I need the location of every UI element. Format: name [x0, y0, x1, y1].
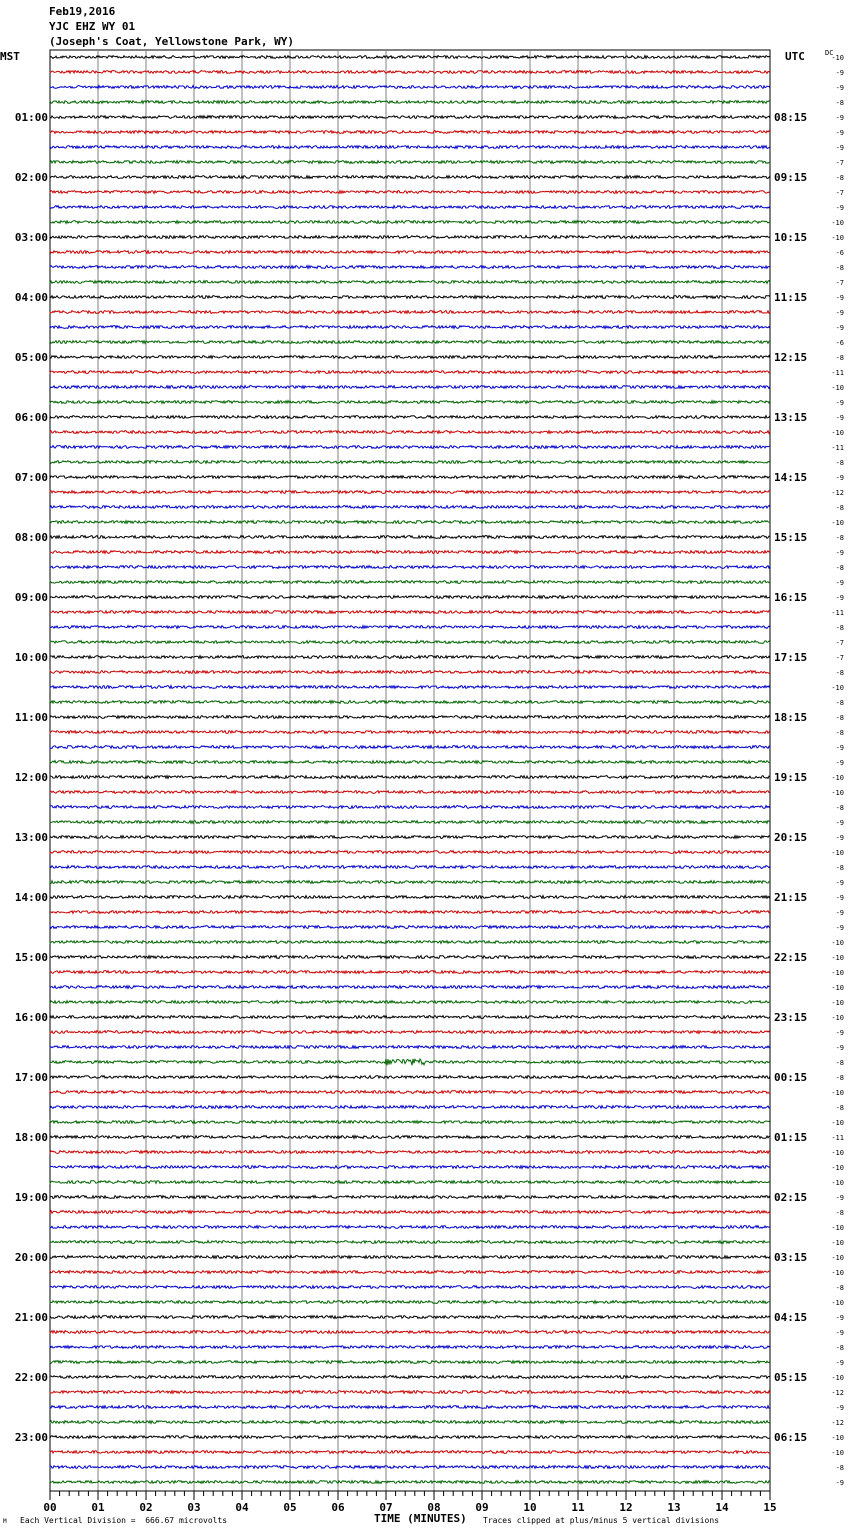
dc-offset-label: -9: [835, 1404, 844, 1412]
trace-row: [50, 1151, 770, 1154]
mst-hour-label: 04:00: [14, 291, 48, 304]
x-axis-title: TIME (MINUTES): [374, 1512, 467, 1525]
dc-offset-label: -9: [835, 114, 844, 122]
utc-hour-label: 17:15: [774, 651, 808, 664]
trace-row: [50, 251, 770, 254]
trace-row: [50, 581, 770, 584]
dc-offset-label: -8: [835, 504, 844, 512]
mst-hour-label: 10:00: [14, 651, 48, 664]
trace-row: [50, 1076, 770, 1079]
trace-row: [50, 701, 770, 704]
dc-offset-label: -10: [831, 954, 844, 962]
trace-row: [50, 926, 770, 929]
trace-row: [50, 281, 770, 284]
footer-clip: Traces clipped at plus/minus 5 vertical divisions: [483, 1516, 720, 1525]
mst-hour-label: 01:00: [14, 111, 48, 124]
trace-row: [50, 611, 770, 614]
trace-row: [50, 761, 770, 764]
utc-hour-label: 06:15: [774, 1431, 808, 1444]
dc-offset-label: -8: [835, 669, 844, 677]
dc-offset-label: -9: [835, 399, 844, 407]
mst-hour-label: 22:00: [14, 1371, 48, 1384]
mst-hour-label: 14:00: [14, 891, 48, 904]
dc-offset-label: -9: [835, 84, 844, 92]
dc-offset-label: -11: [831, 609, 844, 617]
plot-frame: [50, 50, 770, 1491]
trace-row: [50, 1256, 770, 1259]
trace-row: [50, 1271, 770, 1274]
trace-row: [50, 596, 770, 599]
trace-row: [50, 1481, 770, 1484]
header-date: Feb19,2016: [49, 5, 116, 18]
dc-offset-label: -8: [835, 1344, 844, 1352]
trace-row: [50, 1286, 770, 1289]
utc-hour-label: 21:15: [774, 891, 808, 904]
trace-row: [50, 131, 770, 134]
mst-hour-label: 11:00: [14, 711, 48, 724]
dc-offset-label: -10: [831, 1239, 844, 1247]
trace-row: [50, 461, 770, 464]
mst-hour-label: 18:00: [14, 1131, 48, 1144]
trace-row: [50, 1106, 770, 1109]
dc-offset-label: -9: [835, 1029, 844, 1037]
trace-row: [50, 86, 770, 89]
header-station: YJC EHZ WY 01: [49, 20, 136, 33]
mst-hour-label: 16:00: [14, 1011, 48, 1024]
mst-hour-label: 09:00: [14, 591, 48, 604]
dc-offset-label: -9: [835, 294, 844, 302]
utc-hour-label: 01:15: [774, 1131, 808, 1144]
utc-hour-label: 15:15: [774, 531, 808, 544]
trace-row: [50, 956, 770, 959]
dc-offset-label: -8: [835, 354, 844, 362]
utc-hour-label: 03:15: [774, 1251, 808, 1264]
dc-offset-label: -9: [835, 759, 844, 767]
dc-offset-label: -10: [831, 789, 844, 797]
dc-offset-label: -9: [835, 474, 844, 482]
dc-offset-label: -9: [835, 744, 844, 752]
utc-hour-label: 00:15: [774, 1071, 808, 1084]
dc-offset-label: -9: [835, 1479, 844, 1487]
trace-row: [50, 1346, 770, 1349]
trace-row: [50, 476, 770, 479]
dc-offset-label: -9: [835, 594, 844, 602]
x-tick-label: 11: [571, 1501, 585, 1514]
dc-offset-label: -10: [831, 1434, 844, 1442]
dc-offset-label: -9: [835, 309, 844, 317]
dc-offset-label: -9: [835, 129, 844, 137]
trace-row: [50, 1166, 770, 1169]
trace-row: [50, 266, 770, 269]
utc-label: UTC: [785, 50, 805, 63]
dc-offset-label: -9: [835, 1329, 844, 1337]
dc-offset-label: -10: [831, 1374, 844, 1382]
trace-row: [50, 1016, 770, 1019]
trace-row: [50, 1421, 770, 1424]
trace-row: [50, 941, 770, 944]
dc-offset-label: -6: [835, 339, 844, 347]
dc-offset-label: -10: [831, 684, 844, 692]
dc-offset-label: -9: [835, 1044, 844, 1052]
trace-row: [50, 371, 770, 374]
x-tick-label: 01: [91, 1501, 105, 1514]
trace-row: [50, 116, 770, 119]
dc-offset-label: -10: [831, 1269, 844, 1277]
dc-offset-label: -10: [831, 1164, 844, 1172]
dc-offset-label: -10: [831, 1014, 844, 1022]
mst-hour-label: 12:00: [14, 771, 48, 784]
dc-offset-label: -10: [831, 984, 844, 992]
trace-row: [50, 851, 770, 854]
x-tick-label: 05: [283, 1501, 297, 1514]
dc-offset-label: -10: [831, 1224, 844, 1232]
dc-offset-label: -8: [835, 459, 844, 467]
dc-offset-label: -9: [835, 909, 844, 917]
trace-row: [50, 1091, 770, 1094]
dc-offset-label: -10: [831, 1179, 844, 1187]
dc-offset-label: -10: [831, 1119, 844, 1127]
dc-offset-label: -7: [835, 654, 844, 662]
trace-row: [50, 176, 770, 179]
dc-offset-label: -10: [831, 939, 844, 947]
utc-hour-label: 16:15: [774, 591, 808, 604]
dc-offset-label: -10: [831, 999, 844, 1007]
trace-row: [50, 551, 770, 554]
x-tick-label: 02: [139, 1501, 153, 1514]
trace-row: [50, 566, 770, 569]
trace-row: [50, 671, 770, 674]
utc-hour-label: 11:15: [774, 291, 808, 304]
dc-offset-label: -8: [835, 1104, 844, 1112]
mst-hour-label: 23:00: [14, 1431, 48, 1444]
trace-row: [50, 1241, 770, 1244]
dc-offset-label: -7: [835, 639, 844, 647]
dc-offset-label: -9: [835, 549, 844, 557]
utc-hour-label: 04:15: [774, 1311, 808, 1324]
mst-hour-label: 03:00: [14, 231, 48, 244]
mst-hour-label: 08:00: [14, 531, 48, 544]
dc-offset-label: -9: [835, 204, 844, 212]
footer-mark: M: [3, 1518, 7, 1525]
trace-row: [50, 1331, 770, 1334]
utc-hour-label: 02:15: [774, 1191, 808, 1204]
x-tick-label: 13: [667, 1501, 681, 1514]
trace-row: [50, 1451, 770, 1454]
x-tick-label: 07: [379, 1501, 393, 1514]
mst-hour-label: 19:00: [14, 1191, 48, 1204]
trace-row: [50, 446, 770, 449]
trace-row: [50, 1181, 770, 1184]
trace-row: [50, 206, 770, 209]
mst-hour-label: 02:00: [14, 171, 48, 184]
trace-row: [50, 1001, 770, 1004]
mst-hour-label: 15:00: [14, 951, 48, 964]
trace-row: [50, 146, 770, 149]
trace-row: [50, 56, 770, 59]
x-tick-label: 09: [475, 1501, 489, 1514]
trace-row: [50, 791, 770, 794]
mst-hour-label: 17:00: [14, 1071, 48, 1084]
dc-offset-label: -8: [835, 174, 844, 182]
trace-row: [50, 1436, 770, 1439]
dc-offset-label: -9: [835, 834, 844, 842]
dc-offset-label: -7: [835, 159, 844, 167]
trace-row: [50, 731, 770, 734]
dc-offset-label: -10: [831, 1254, 844, 1262]
trace-row: [50, 191, 770, 194]
trace-row: [50, 836, 770, 839]
trace-row: [50, 971, 770, 974]
dc-offset-label: -11: [831, 369, 844, 377]
footer-scale: Each Vertical Division = 666.67 microvolts: [20, 1516, 228, 1525]
utc-hour-label: 09:15: [774, 171, 808, 184]
header-location: (Joseph's Coat, Yellowstone Park, WY): [49, 35, 295, 48]
dc-offset-label: -8: [835, 864, 844, 872]
trace-row: [50, 1211, 770, 1214]
dc-offset-label: -8: [835, 264, 844, 272]
dc-offset-label: -10: [831, 969, 844, 977]
dc-offset-label: -7: [835, 279, 844, 287]
trace-row: [50, 806, 770, 809]
utc-hour-label: 08:15: [774, 111, 808, 124]
utc-hour-label: 20:15: [774, 831, 808, 844]
x-tick-label: 03: [187, 1501, 201, 1514]
trace-row: [50, 1121, 770, 1124]
mst-hour-label: 07:00: [14, 471, 48, 484]
dc-offset-label: -8: [835, 534, 844, 542]
mst-hour-label: 13:00: [14, 831, 48, 844]
trace-row: [50, 386, 770, 389]
dc-offset-label: -10: [831, 1299, 844, 1307]
trace-row: [50, 1376, 770, 1379]
dc-offset-label: -10: [831, 1089, 844, 1097]
utc-hour-label: 10:15: [774, 231, 808, 244]
dc-offset-label: -9: [835, 69, 844, 77]
trace-row: [50, 71, 770, 74]
utc-hour-label: 14:15: [774, 471, 808, 484]
trace-row: [50, 431, 770, 434]
trace-row: [50, 641, 770, 644]
utc-hour-label: 23:15: [774, 1011, 808, 1024]
trace-row: [50, 311, 770, 314]
trace-row: [50, 821, 770, 824]
dc-offset-label: -9: [835, 1359, 844, 1367]
trace-row: [50, 326, 770, 329]
dc-offset-label: -7: [835, 189, 844, 197]
dc-offset-label: -10: [831, 774, 844, 782]
dc-offset-label: -8: [835, 564, 844, 572]
trace-row: [50, 236, 770, 239]
dc-offset-label: -10: [831, 219, 844, 227]
dc-offset-label: -6: [835, 249, 844, 257]
mst-hour-label: 20:00: [14, 1251, 48, 1264]
trace-row: [50, 1361, 770, 1364]
dc-offset-label: -9: [835, 144, 844, 152]
dc-offset-label: -10: [831, 234, 844, 242]
dc-offset-label: -8: [835, 1074, 844, 1082]
x-tick-label: 06: [331, 1501, 345, 1514]
trace-row: [50, 1316, 770, 1319]
x-tick-label: 00: [43, 1501, 57, 1514]
trace-row: [50, 1466, 770, 1469]
dc-offset-label: -9: [835, 414, 844, 422]
dc-offset-label: -9: [835, 894, 844, 902]
dc-offset-label: -12: [831, 489, 844, 497]
trace-row: [50, 776, 770, 779]
dc-offset-label: -10: [831, 519, 844, 527]
seismic-traces: [50, 56, 770, 1484]
mst-hour-label: 06:00: [14, 411, 48, 424]
trace-row: [50, 491, 770, 494]
trace-row: [50, 341, 770, 344]
x-tick-label: 15: [763, 1501, 777, 1514]
x-tick-label: 08: [427, 1501, 441, 1514]
dc-offset-label: -8: [835, 99, 844, 107]
trace-row: [50, 656, 770, 659]
utc-hour-label: 18:15: [774, 711, 808, 724]
dc-offset-label: -8: [835, 714, 844, 722]
dc-offset-label: -10: [831, 1449, 844, 1457]
trace-row: [50, 1046, 770, 1049]
dc-offset-label: -11: [831, 1134, 844, 1142]
dc-offset-label: -8: [835, 1059, 844, 1067]
dc-offset-label: -8: [835, 699, 844, 707]
trace-row: [50, 1196, 770, 1199]
utc-hour-label: 05:15: [774, 1371, 808, 1384]
trace-row: [50, 881, 770, 884]
trace-row: [50, 896, 770, 899]
dc-offset-label: -9: [835, 924, 844, 932]
dc-offset-label: -8: [835, 804, 844, 812]
trace-row: [50, 1301, 770, 1304]
x-tick-label: 10: [523, 1501, 537, 1514]
trace-row: [50, 161, 770, 164]
dc-offset-label: -10: [831, 384, 844, 392]
trace-row: [50, 1059, 770, 1066]
dc-label: DC: [825, 49, 834, 57]
dc-offset-label: -9: [835, 324, 844, 332]
dc-offset-label: -8: [835, 624, 844, 632]
x-axis: [43, 1491, 776, 1514]
dc-offset-label: -10: [831, 1149, 844, 1157]
dc-offset-label: -12: [831, 1389, 844, 1397]
utc-hour-label: 13:15: [774, 411, 808, 424]
trace-row: [50, 101, 770, 104]
dc-offset-label: -9: [835, 819, 844, 827]
dc-offset-label: -9: [835, 579, 844, 587]
trace-row: [50, 716, 770, 719]
dc-offset-label: -11: [831, 444, 844, 452]
dc-offset-label: -8: [835, 1209, 844, 1217]
trace-row: [50, 356, 770, 359]
trace-row: [50, 536, 770, 539]
dc-offset-label: -12: [831, 1419, 844, 1427]
trace-row: [50, 401, 770, 404]
trace-row: [50, 1226, 770, 1229]
trace-row: [50, 626, 770, 629]
mst-hour-label: 05:00: [14, 351, 48, 364]
mst-label: MST: [0, 50, 20, 63]
x-tick-label: 04: [235, 1501, 249, 1514]
trace-row: [50, 1406, 770, 1409]
x-tick-label: 14: [715, 1501, 729, 1514]
trace-row: [50, 506, 770, 509]
trace-row: [50, 221, 770, 224]
trace-row: [50, 296, 770, 299]
trace-row: [50, 1136, 770, 1139]
x-tick-label: 12: [619, 1501, 633, 1514]
mst-hour-label: 21:00: [14, 1311, 48, 1324]
trace-row: [50, 686, 770, 689]
dc-offset-label: -8: [835, 1464, 844, 1472]
utc-hour-label: 19:15: [774, 771, 808, 784]
trace-row: [50, 986, 770, 989]
dc-offset-label: -10: [831, 54, 844, 62]
dc-offset-label: -8: [835, 1284, 844, 1292]
dc-offset-label: -9: [835, 879, 844, 887]
utc-hour-label: 12:15: [774, 351, 808, 364]
trace-row: [50, 746, 770, 749]
trace-row: [50, 866, 770, 869]
dc-offset-label: -10: [831, 849, 844, 857]
trace-row: [50, 911, 770, 914]
trace-row: [50, 1031, 770, 1034]
dc-offset-label: -10: [831, 429, 844, 437]
trace-row: [50, 1391, 770, 1394]
utc-hour-label: 22:15: [774, 951, 808, 964]
dc-offset-label: -9: [835, 1314, 844, 1322]
dc-offset-label: -8: [835, 729, 844, 737]
trace-row: [50, 521, 770, 524]
trace-row: [50, 416, 770, 419]
dc-offset-label: -9: [835, 1194, 844, 1202]
